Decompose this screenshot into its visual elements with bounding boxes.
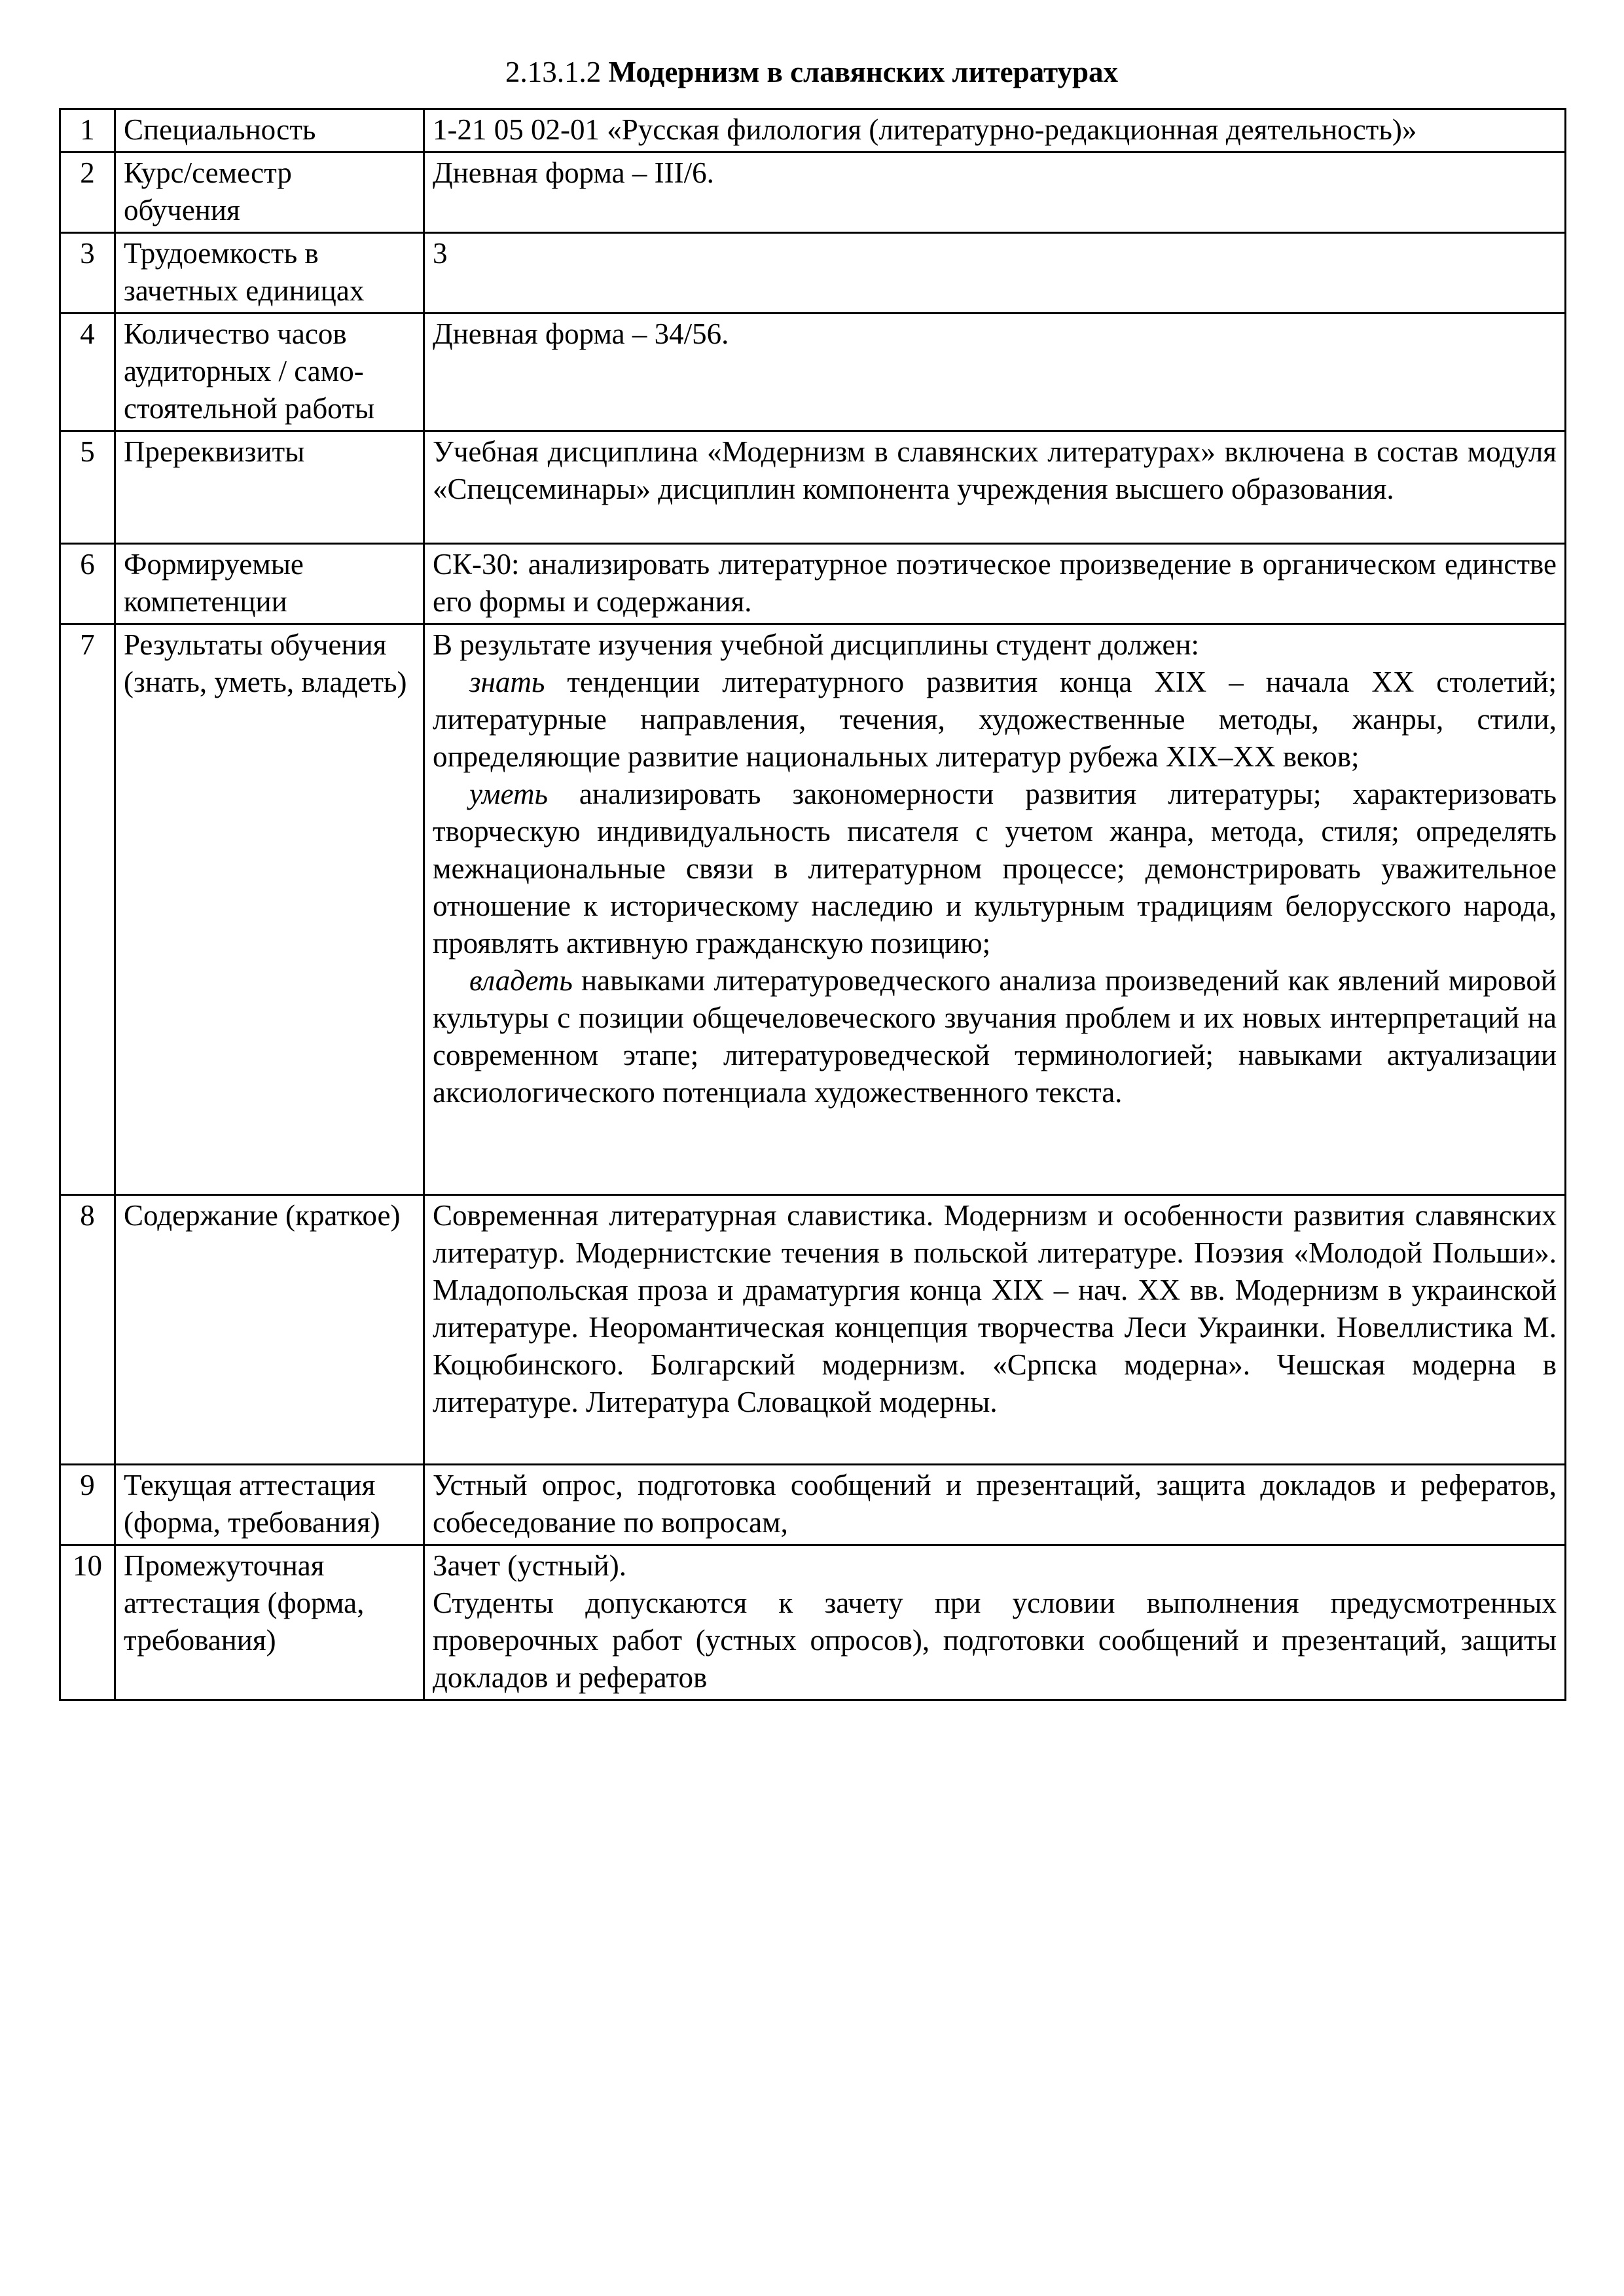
can-text: анализировать закономерности развития литературы; характеризовать творческую индивидуальность писателя с учетом жанра, метода, стиля; определять межнациональные связи в литературном процессе; демонстрировать уважительное отношение к историческому наследию и культурным традициям белорусского народа, проявлять активную гражданскую позицию; — [433, 778, 1557, 960]
title-number: 2.13.1.2 — [505, 56, 602, 88]
row-number: 4 — [60, 314, 115, 431]
discipline-table — [59, 108, 1566, 1701]
row-content: СК-30: анализировать литературное поэтическое произведение в органическом единстве его формы и содержания. — [424, 544, 1566, 624]
row-content: Дневная форма – 34/56. — [424, 314, 1566, 431]
table-row-competences — [60, 544, 1566, 624]
table-row-summary — [60, 1195, 1566, 1465]
table-row-course — [60, 152, 1566, 233]
table-row-prerequisites — [60, 431, 1566, 544]
row-number: 3 — [60, 233, 115, 314]
row-label: Количество часов аудиторных / само-стоятельной работы — [115, 314, 424, 431]
title-text: Модернизм в славянских литературах — [608, 56, 1119, 88]
row-content: 3 — [424, 233, 1566, 314]
outcomes-intro: В результате изучения учебной дисциплины студент должен: — [433, 628, 1200, 661]
table-row-learning-outcomes — [60, 624, 1566, 1195]
own-keyword: владеть — [469, 964, 573, 997]
row-number: 7 — [60, 624, 115, 1195]
row-content: Дневная форма – III/6. — [424, 152, 1566, 233]
table-row-hours — [60, 314, 1566, 431]
table-row-credits — [60, 233, 1566, 314]
assessment-requirements: Студенты допускаются к зачету при условии выполнения предусмотренных проверочных работ (устных опросов), подготовки сообщений и презентаций, защиты докладов и рефератов — [433, 1587, 1557, 1694]
table-row-interim-assessment — [60, 1545, 1566, 1700]
table-row-current-assessment — [60, 1465, 1566, 1545]
outcomes-can — [433, 776, 1557, 962]
outcomes-know — [433, 664, 1557, 776]
row-number: 1 — [60, 109, 115, 152]
row-number: 5 — [60, 431, 115, 544]
know-keyword: знать — [469, 666, 545, 698]
row-label: Формируемые компетенции — [115, 544, 424, 624]
row-content — [424, 624, 1566, 1195]
document-title — [59, 52, 1564, 92]
row-content: Современная литературная славистика. Модернизм и особенности развития славянских литератур. Модернистские течения в польской литературе. Поэзия «Молодой Польши». Младопольская проза и драматургия конца XIX – нач. XX вв. Модернизм в украинской литературе. Неоромантическая концепция творчества Леси Украинки. Новеллистика М. Коцюбинского. Болгарский модернизм. «Српска модерна». Чешская модерна в литературе. Литература Словацкой модерны. — [424, 1195, 1566, 1465]
own-text: навыками литературоведческого анализа произведений как явлений мировой культуры с позиции общечеловеческого звучания проблем и их новых интерпретаций на современном этапе; литературоведческой терминологией; навыками актуализации аксиологического потенциала художественного текста. — [433, 964, 1557, 1109]
row-content: 1-21 05 02-01 «Русская филология (литературно-редакционная деятельность)» — [424, 109, 1566, 152]
row-label: Специальность — [115, 109, 424, 152]
assessment-form: Зачет (устный). — [433, 1549, 626, 1582]
row-label: Пререквизиты — [115, 431, 424, 544]
row-content: Учебная дисциплина «Модернизм в славянских литературах» включена в состав модуля «Спецсеминары» дисциплин компонента учреждения высшего образования. — [424, 431, 1566, 544]
row-number: 10 — [60, 1545, 115, 1700]
outcomes-own — [433, 962, 1557, 1111]
know-text: тенденции литературного развития конца XIX – начала XX столетий; литературные направления, течения, художественные методы, жанры, стили, определяющие развитие национальных литератур рубежа XIX–XX веков; — [433, 666, 1557, 773]
row-label: Результаты обучения (знать, уметь, владеть) — [115, 624, 424, 1195]
row-label: Трудоемкость в зачетных единицах — [115, 233, 424, 314]
row-label: Промежуточная аттестация (форма, требования) — [115, 1545, 424, 1700]
can-keyword: уметь — [469, 778, 548, 810]
row-label: Текущая аттестация (форма, требования) — [115, 1465, 424, 1545]
row-number: 8 — [60, 1195, 115, 1465]
row-number: 9 — [60, 1465, 115, 1545]
row-content — [424, 1545, 1566, 1700]
row-number: 6 — [60, 544, 115, 624]
table-row-specialty — [60, 109, 1566, 152]
row-label: Курс/семестр обучения — [115, 152, 424, 233]
row-number: 2 — [60, 152, 115, 233]
row-label: Содержание (краткое) — [115, 1195, 424, 1465]
row-content: Устный опрос, подготовка сообщений и презентаций, защита докладов и рефератов, собеседование по вопросам, — [424, 1465, 1566, 1545]
